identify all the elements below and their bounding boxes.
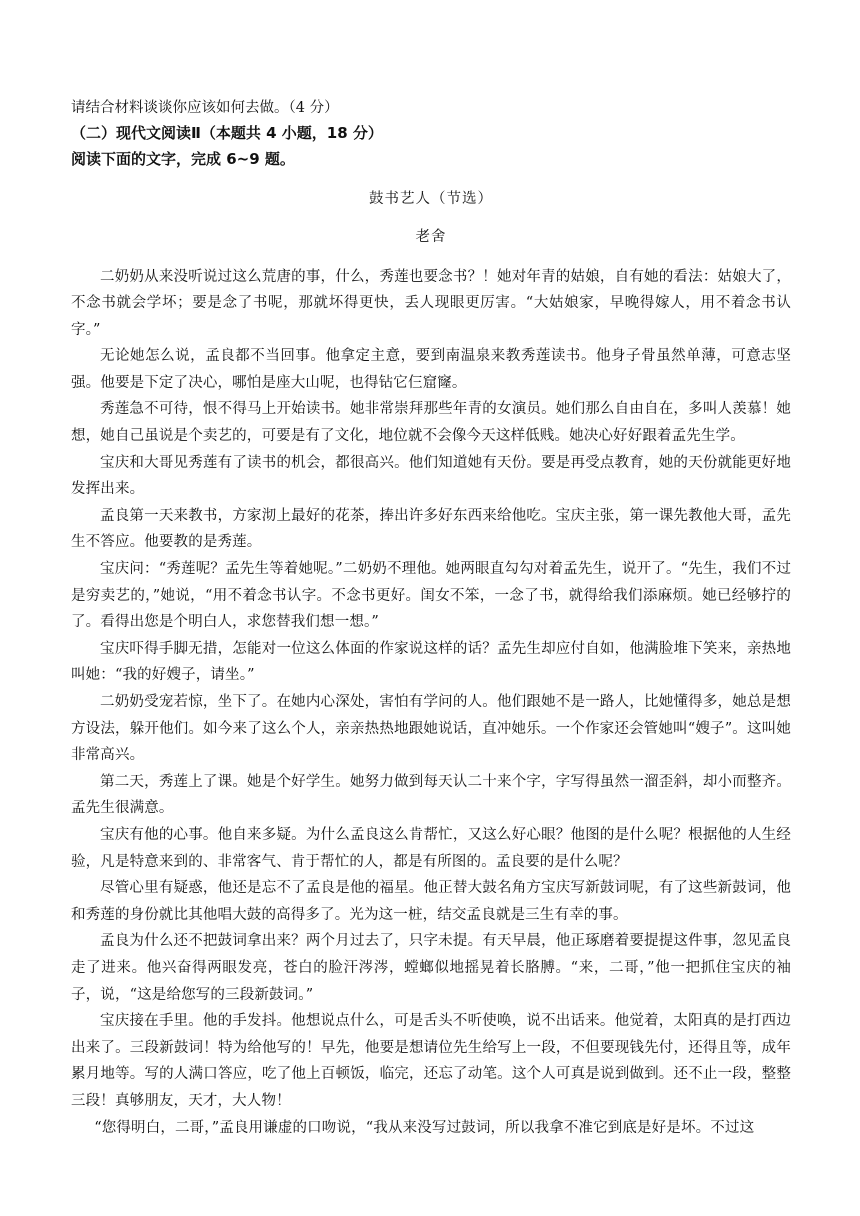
article-paragraph: 第二天，秀莲上了课。她是个好学生。她努力做到每天认二十来个字，字写得虽然一溜歪斜，却小而整齐。孟先生很满意。 xyxy=(71,773,791,817)
article-paragraph: 二奶奶从来没听说过这么荒唐的事，什么，秀莲也要念书？！她对年青的姑娘，自有她的看法：姑娘大了，不念书就会学坏；要是念了书呢，那就坏得更快，丢人现眼更厉害。“大姑娘家，早晚得嫁人，用不着念书认字。” xyxy=(71,268,791,338)
article-paragraph: 孟良第一天来教书，方家沏上最好的花茶，捧出许多好东西来给他吃。宝庆主张，第一课先教他大哥，孟先生不答应。他要教的是秀莲。 xyxy=(71,507,791,551)
article-paragraph: 宝庆有他的心事。他自来多疑。为什么孟良这么肯帮忙，又这么好心眼？他图的是什么呢？根据他的人生经验，凡是特意来到的、非常客气、肯于帮忙的人，都是有所图的。孟良要的是什么呢？ xyxy=(71,826,791,870)
article-paragraph: 孟良为什么还不把鼓词拿出来？两个月过去了，只字未提。有天早晨，他正琢磨着要提提这件事，忽见孟良走了进来。他兴奋得两眼发亮，苍白的脸汗涔涔，螳螂似地摇晃着长胳膊。“来，二哥，”他一把抓住宝庆的袖子，说，“这是给您写的三段新鼓词。” xyxy=(71,933,791,1003)
article-paragraph: 二奶奶受宠若惊，坐下了。在她内心深处，害怕有学问的人。他们跟她不是一路人，比她懂得多，她总是想方设法，躲开他们。如今来了这么个人，亲亲热热地跟她说话，直冲她乐。一个作家还会管她叫“嫂子”。这叫她非常高兴。 xyxy=(71,694,791,764)
article-paragraph: 尽管心里有疑惑，他还是忘不了孟良是他的福星。他正替大鼓名角方宝庆写新鼓词呢，有了这些新鼓词，他和秀莲的身份就比其他唱大鼓的高得多了。光为这一桩，结交孟良就是三生有幸的事。 xyxy=(71,880,791,923)
article-title-block xyxy=(71,187,791,250)
article-paragraph: 宝庆吓得手脚无措，怎能对一位这么体面的作家说这样的话？孟先生却应付自如，他满脸堆下笑来，亲热地叫她：“我的好嫂子，请坐。” xyxy=(71,640,791,684)
document-page xyxy=(71,96,791,1141)
previous-question-tail: 请结合材料谈谈你应该如何去做。（4 分） xyxy=(71,100,339,116)
article-paragraph: “您得明白，二哥，”孟良用谦虚的口吻说，“我从来没写过鼓词，所以我拿不准它到底是好是坏。不过这 xyxy=(94,1119,755,1136)
article-paragraph: 宝庆和大哥见秀莲有了读书的机会，都很高兴。他们知道她有天份。要是再受点教育，她的天份就能更好地发挥出来。 xyxy=(71,454,791,498)
article-paragraph: 宝庆问：“秀莲呢？孟先生等着她呢。”二奶奶不理他。她两眼直勾勾对着孟先生，说开了。“先生，我们不过是穷卖艺的，”她说，“用不着念书认字。不念书更好。闺女不笨，一念了书，就得给我们添麻烦。她已经够拧的了。看得出您是个明白人，求您替我们想一想。” xyxy=(71,561,791,631)
article-paragraph: 宝庆接在手里。他的手发抖。他想说点什么，可是舌头不听使唤，说不出话来。他觉着，太阳真的是打西边出来了。三段新鼓词！特为给他写的！早先，他要是想请位先生给写上一段，不但要现钱先付，还得且等，成年累月地等。写的人满口答应，吃了他上百顿饭，临完，还忘了动笔。这个人可真是说到做到。还不止一段，整整三段！真够朋友，天才，大人物！ xyxy=(71,1013,791,1109)
article-paragraph: 秀莲急不可待，恨不得马上开始读书。她非常崇拜那些年青的女演员。她们那么自由自在，多叫人羡慕！她想，她自己虽说是个卖艺的，可要是有了文化，地位就不会像今天这样低贱。她决心好好跟着孟先生学。 xyxy=(71,401,791,445)
reading-instruction: 阅读下面的文字，完成 6~9 题。 xyxy=(71,150,295,168)
article-title: 鼓书艺人（节选） xyxy=(369,190,493,207)
article-paragraph: 无论她怎么说，孟良都不当回事。他拿定主意，要到南温泉来教秀莲读书。他身子骨虽然单薄，可意志坚强。他要是下定了决心，哪怕是座大山呢，也得钻它仨窟窿。 xyxy=(71,348,791,391)
section-heading: （二）现代文阅读Ⅱ（本题共 4 小题，18 分） xyxy=(71,124,383,142)
article-author: 老舍 xyxy=(415,229,447,245)
article-body xyxy=(71,264,791,1142)
